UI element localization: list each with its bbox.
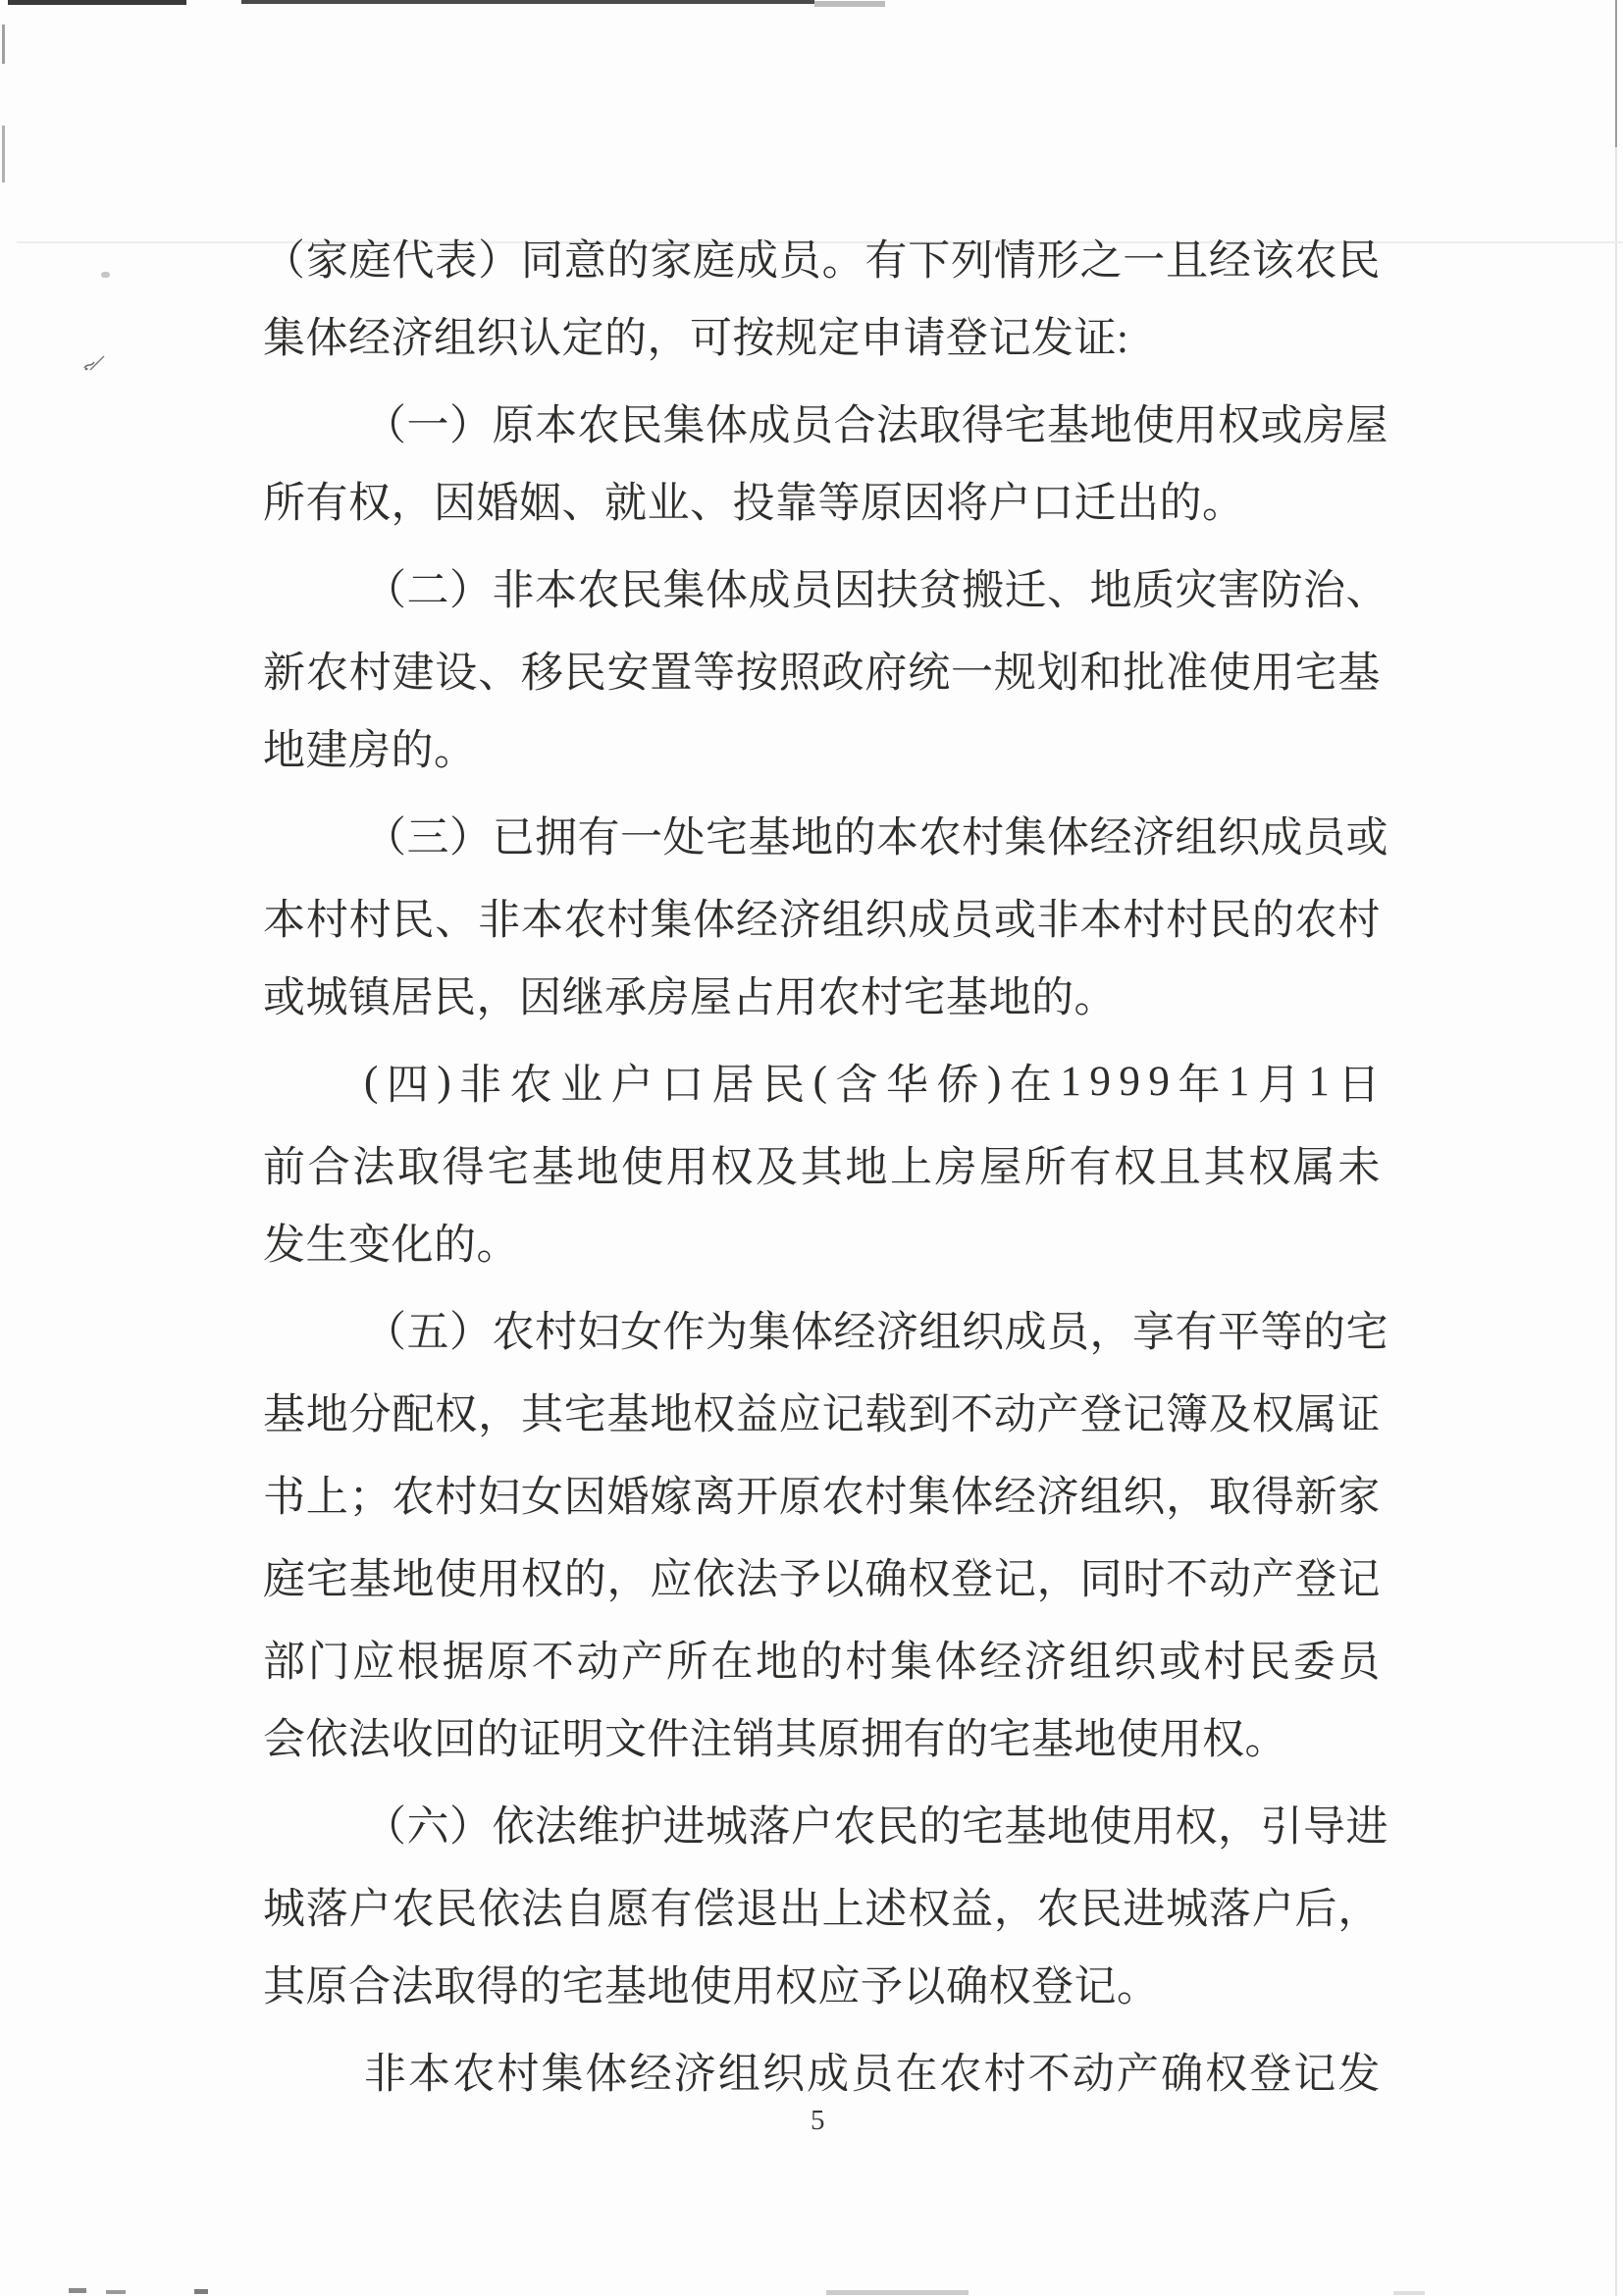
text-line: 发生变化的。: [263, 1223, 519, 1269]
page-number: 5: [811, 2105, 825, 2136]
scan-artifact-top-bar-mid: [241, 0, 814, 4]
scan-artifact-bottom-speck: [194, 2289, 208, 2294]
text-line: 或城镇居民，因继承房屋占用农村宅基地的。: [263, 975, 1117, 1021]
text-line: 基 地 分 配 权 ， 其 宅 基 地 权 益 应 记 载 到 不 动 产 登 记 簿 及 权 属 证: [263, 1391, 1381, 1438]
scan-artifact-bottom-speck: [106, 2290, 126, 2294]
text-line: （ 家 庭 代 表 ） 同 意 的 家 庭 成 员 。 有 下 列 情 形 之 一 且 经 该 农 民: [263, 237, 1381, 285]
text-line: 本 村 村 民 、 非 本 农 村 集 体 经 济 组 织 成 员 或 非 本 村 村 民 的 农 村: [263, 897, 1381, 944]
text-line: 前 合 法 取 得 宅 基 地 使 用 权 及 其 地 上 房 屋 所 有 权 且 其 权 属 未: [263, 1144, 1381, 1191]
scan-artifact-left-edge-dash: [2, 126, 5, 183]
text-line: （ 二 ） 非 本 农 民 集 体 成 员 因 扶 贫 搬 迁 、 地 质 灾 害 防 治 、: [364, 567, 1388, 614]
text-line: 集体经济组织认定的，可按规定申请登记发证:: [263, 316, 1129, 362]
text-line: 新 农 村 建 设 、 移 民 安 置 等 按 照 政 府 统 一 规 划 和 批 准 使 用 宅 基: [263, 650, 1381, 697]
text-line: 庭 宅 基 地 使 用 权 的 ， 应 依 法 予 以 确 权 登 记 ， 同 时 不 动 产 登 记: [263, 1556, 1381, 1603]
text-line: ( 四 ) 非 农 业 户 口 居 民 ( 含 华 侨 ) 在 1 9 9 9 年 1 月 1 日: [364, 1058, 1381, 1109]
scan-artifact-pen-mark: [82, 353, 110, 373]
document-text-block: [263, 216, 1388, 2112]
text-line: （ 五 ） 农 村 妇 女 作 为 集 体 经 济 组 织 成 员 ， 享 有 平 等 的 宅: [364, 1309, 1388, 1356]
scan-artifact-bottom-faint: [1393, 2291, 1425, 2295]
text-line: 会依法收回的证明文件注销其原拥有的宅基地使用权。: [263, 1717, 1287, 1763]
text-line: （ 一 ） 原 本 农 民 集 体 成 员 合 法 取 得 宅 基 地 使 用 权 或 房 屋: [364, 402, 1388, 449]
text-line: 非 本 农 村 集 体 经 济 组 织 成 员 在 农 村 不 动 产 确 权 登 记 发: [364, 2051, 1381, 2098]
scan-artifact-right-edge-line: [1615, 0, 1617, 2296]
text-line: 地建房的。: [263, 728, 477, 774]
text-line: 书 上 ； 农 村 妇 女 因 婚 嫁 离 开 原 农 村 集 体 经 济 组 织 ， 取 得 新 家: [263, 1474, 1381, 1521]
scan-artifact-right-edge-line: [1615, 0, 1617, 147]
text-line: （ 三 ） 已 拥 有 一 处 宅 基 地 的 本 农 村 集 体 经 济 组 织 成 员 或: [364, 814, 1388, 861]
scan-artifact-speck: [101, 272, 110, 278]
scan-artifact-bottom-speck: [69, 2288, 86, 2293]
scan-artifact-left-edge-dash: [2, 25, 5, 64]
scan-artifact-bottom-bar: [826, 2290, 969, 2295]
text-line: 所有权，因婚姻、就业、投靠等原因将户口迁出的。: [263, 481, 1245, 527]
scan-artifact-top-smudge: [814, 1, 885, 7]
text-line: 城 落 户 农 民 依 法 自 愿 有 偿 退 出 上 述 权 益 ， 农 民 进 城 落 户 后 ，: [263, 1886, 1381, 1933]
text-line: （ 六 ） 依 法 维 护 进 城 落 户 农 民 的 宅 基 地 使 用 权 ， 引 导 进: [364, 1803, 1388, 1851]
scan-artifact-top-bar-left: [8, 0, 186, 5]
text-line: 部 门 应 根 据 原 不 动 产 所 在 地 的 村 集 体 经 济 组 织 或 村 民 委 员: [263, 1639, 1381, 1686]
text-line: 其原合法取得的宅基地使用权应予以确权登记。: [263, 1964, 1160, 2010]
